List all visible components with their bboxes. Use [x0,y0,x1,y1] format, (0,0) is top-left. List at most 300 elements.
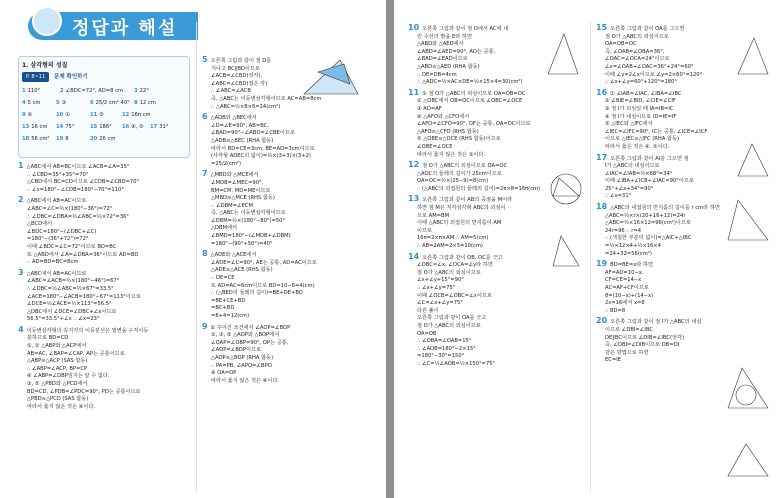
line-text: △DBM에서 [211,225,238,232]
solution-line [596,327,774,335]
line-text: △PBD≡△PCD (SAS 합동) [27,396,89,403]
line-text: 오른쪽 그림과 같이 AB의 중점을 M이라 [422,197,513,204]
quick-answer-item [90,112,104,118]
solution-line [18,269,190,279]
solution-line [408,152,584,160]
line-text: ∴ ∠ABC=∠ACB [211,88,251,95]
line-text: △ADB와 △BEC에서 [210,115,257,122]
solution-line [202,267,380,275]
line-text: ④ △AFO와 △CFO에서 [417,113,470,120]
solution-line [596,317,774,327]
line-text: ∠IAC=∠IAB=½×68°=34° [605,170,673,177]
solution-line [596,251,774,259]
answer-number: 13 [22,124,30,130]
line-text: ∴ ∠ABP=∠ACP, BP=CP [27,365,88,372]
line-text: =180°−(90°+50°)=40° [211,240,273,247]
answer-text: ③ [61,100,67,106]
solution-line [408,346,584,354]
line-text: ∠OBC=∠x, ∠OCA=∠y라 하면 [417,262,493,269]
line-text: (사각형 ADEC의 넓이)=½×(3+3)×(3+2) [211,153,311,160]
figure-q13 [549,172,583,206]
solution-line [408,300,584,308]
line-text: =BE+CE+BD [211,297,246,304]
solution-line [202,161,380,169]
line-text: ∴ AD=BD=BC=8cm [27,259,79,266]
solution-line [202,370,380,378]
question-number: 17 [596,152,608,162]
line-text: ∠C=∠x+∠y=75° [417,300,463,307]
line-text: =24+32=56(cm²) [605,250,652,257]
line-text: OA=OC=½×(25−9)=8(cm) [417,178,489,185]
figure-q17 [724,196,772,244]
line-text: △DBC에서 ∠DCE=∠DBC+∠x이므로 [27,308,117,315]
solution-line [202,363,380,371]
line-text: DE∥BC이므로 ∠DIB=∠IBC(엇각) [605,334,685,341]
answer-text: 8 [65,136,69,142]
question-number: 1 [18,161,24,170]
question-number: 20 [596,316,608,326]
solution-line [408,338,584,346]
line-text: ∠IEC=∠IFC=90°, IC는 공통, ∠ICE=∠ICF [605,128,708,135]
solution-line [18,404,190,412]
line-text: ① ∠IAB=∠IAC, ∠IBA=∠IBC [610,90,682,97]
solution-line [18,373,190,381]
solution-line [202,195,380,203]
answer-number: 11 [90,112,98,118]
line-text: △MBD≡△MCE (RHS 합동) [211,195,275,202]
line-text: △ABC=½×16×12=96(cm²)이므로 [605,220,691,227]
question-number: 2 [18,195,24,205]
answer-number: 16 [122,124,130,130]
answer-number: 19 [56,136,64,142]
line-text: 같은 방법으로 하면 [605,349,649,356]
solution-item [18,269,190,324]
solution-item [202,323,380,386]
question-number: 6 [202,112,208,122]
line-text: ∴ (△ABC의 외접원의 둘레의 길이)=2π×8=16π(cm) [417,185,541,192]
line-text: 므로 AM=BM [417,212,450,219]
solution-line [596,342,774,350]
solution-line [202,332,380,340]
line-text: ∠BAD=90°−∠ABD=∠CBE이므로 [211,130,295,137]
question-number: 4 [18,324,24,334]
answer-number: 6 [90,100,94,106]
question-number: 11 [408,87,420,97]
line-text: △AOP≡△BOP (RHA 합동) [211,354,274,361]
solution-line [202,170,380,180]
line-text: ∴ DE=CE [211,275,235,282]
quick-answer-item [90,124,112,130]
figure-q15 [734,34,772,78]
quick-answer-item [22,112,32,118]
solution-line [202,180,380,188]
quick-answer-item [56,112,70,118]
line-text: ∠BMD=180°−(∠MDB+∠DBM) [211,233,291,240]
line-text: △AOC의 둘레의 길이가 25cm이므로 [417,170,502,177]
solution-line [202,347,380,355]
line-text: ②, ③, ⑤ △AOP와 △BOP에서 [211,332,280,339]
line-text: ∴ ∠DBM=∠ECM [211,202,254,209]
solution-item [18,196,190,266]
quick-answer-item [56,100,66,106]
line-text: ∠ADE=∠C=90°, AE는 공통, AD=AC이므로 [211,259,317,266]
quick-answer-item [134,88,149,94]
quick-answer-item [56,124,74,130]
line-text: ∴ ∠C=½∠AOB=½×150°=75° [417,360,496,367]
line-text: 또 AD=AC=6cm이므로 BD=10−6=4(cm) [211,282,315,289]
solution-line [18,343,190,351]
question-number: 9 [202,321,208,331]
solution-line [18,252,190,260]
line-text: ∠AOP=∠BOP이므로 [211,347,262,354]
answer-text: 26 cm [99,136,116,142]
line-text: 점 O가 △ABC의 외심이므로 [417,322,481,329]
line-text: 이므로 [417,227,433,234]
solution-line [202,378,380,386]
solution-item [596,260,774,315]
figure-q10 [544,30,582,78]
solution-line [202,233,380,241]
answer-number: 4 [22,100,26,106]
solution-line [408,220,584,228]
quick-answer-item [22,88,40,94]
right-page [394,0,780,498]
line-text: 따라서 옳지 않은 것은 ③이다. [417,151,486,158]
quick-answer-item [90,100,130,106]
page-title: 정답과 해설 [72,18,178,39]
line-text: 따라서 옳은 것은 ④, ⑤이다. [605,143,670,150]
answer-text: 22° [139,88,149,94]
line-text: △ADB≡△BEC (RHA 합동) [211,137,274,144]
quick-answer-item [56,136,69,142]
answer-number: 15 [90,124,98,130]
line-text: △ADE≡△ACE (RHS 합동) [211,267,273,274]
line-text: AC=AF+CF이므로 [605,285,649,291]
line-text: ① 점 O가 △ABC의 외심이므로 OA=OB=OC [422,90,526,97]
line-text: ∠ABD=∠AED=90°, AD는 공통, [417,48,496,55]
line-text: 다른 풀이 [417,307,439,314]
quick-answer-item [60,88,123,94]
answer-text: 31° [159,124,169,130]
solution-line [18,206,190,214]
solution-item [596,317,774,365]
line-text: 점 O가 △ABC의 외심이므로 OA=OC [422,163,508,170]
line-text: I가 △ABC의 내심이므로 [605,163,660,170]
line-text: 25°+∠x+34°=90° [605,185,654,192]
solution-line [596,106,774,114]
solution-line [202,323,380,333]
line-text: 점 O가 △ABC의 외심이므로 [417,269,481,276]
answer-text: 56 cm² [31,136,50,142]
solution-item [18,162,190,194]
answer-text: 5 cm [27,100,41,106]
section-title: 1. 삼각형의 성질 [22,62,68,69]
question-number: 3 [18,267,24,277]
solution-line [202,153,380,161]
solution-line [408,79,584,87]
line-text: 이때 ∠IBA+∠ICB+∠IAC=90°이므로 [605,178,694,185]
solution-line [18,221,190,229]
line-text: ∴ ∠x=31° [605,193,632,200]
line-text: ③ AD=AF [417,105,442,112]
line-text: △MBD와 △MCE에서 [210,172,259,179]
answer-number: 1 [22,88,26,94]
solution-line [18,316,190,324]
quick-answer-item [134,100,156,106]
line-text: ∴ ∠AOB=180°−2×15° [417,345,476,352]
line-text: =180°−(36°+72°)=72° [27,236,89,243]
solution-line [18,236,190,244]
line-text: 이때 ∠BDC=∠C=72°이므로 BD=BC [27,243,117,250]
figure-q19 [724,364,772,412]
line-text: ③, ⑤ △PBD와 △PCD에서 [27,381,88,388]
line-text: △ABC에서 AB=BC이므로 ∠ACB=∠A=35° [26,164,130,170]
line-text: 오른쪽 그림과 같이 점 D에서 AC에 내 [422,26,509,32]
solution-line [408,277,584,285]
page-gutter [386,0,394,498]
line-text: 2x=16에서 x=8 [605,300,645,307]
solution-line [202,275,380,283]
line-text: △ABC=½×r×(20+16+12)=24r [605,212,686,219]
answer-number: 17 [150,124,158,130]
column-divider [196,22,197,492]
answer-text: 16 cm [31,124,48,130]
solution-line [18,162,190,172]
line-text: ∠OAC=∠OCA=24°이므로 [605,56,670,63]
solution-line [202,188,380,196]
line-text: ∠BAD=∠EAD이므로 [417,56,468,63]
line-text: ∠ABC=∠C=½×(180°−36°)=72° [27,205,113,212]
answer-text: ⑤ [99,112,104,118]
solution-column-1 [18,162,190,413]
quick-answer-item [22,136,49,142]
solution-line [408,270,584,278]
answer-number: 3 [134,88,138,94]
line-text: ∠DCE=½∠ACE=½×113°=56.5° [27,301,112,308]
line-text: 따라서 BD=CE=3cm, BE=AD=3cm이므로 [211,145,315,152]
line-text: AB=AC, ∠BAP=∠CAP, AP는 공통이므로 [27,350,125,357]
answer-number: 10 [56,112,64,118]
question-number: 12 [408,160,420,170]
question-number: 16 [596,87,608,97]
solution-line [408,353,584,361]
line-text: 8=(10−x)+(14−x) [605,292,654,299]
solution-line [18,358,190,366]
line-text: ∠x=∠OAB+∠OAC=36°+24°=60° [605,63,694,70]
line-text: ∴ ∠OBA=∠OAB=15° [417,338,472,345]
answer-text: 186° [99,124,112,130]
line-text: 16π=2×π×AM ∴ AM=5(cm) [417,235,489,242]
line-text: 지나고 BC∥BD이므로 [211,65,260,72]
quick-answer-item [90,136,115,142]
line-text: =½×12×4+½×16×4 [605,243,661,250]
line-text: ⑤ △IEC와 △IFC에서 [605,121,653,128]
figure-q14 [549,232,583,270]
solution-line [202,225,380,233]
line-text: 즉, △ABC는 이등변삼각형이므로 AC=AB=8cm [211,95,322,102]
solution-line [596,186,774,194]
solution-line [596,300,774,308]
column-divider [590,22,591,492]
answer-text: ① [65,112,70,118]
line-text: 하면 점 M은 직각삼각형 ABC의 외심이 [417,205,506,212]
question-number: 10 [408,23,420,32]
solution-line [408,323,584,331]
solution-line [408,161,584,171]
line-text: ∴ AB=2AM=2×5=10(cm) [417,243,483,250]
solution-line [18,301,190,309]
solution-line [18,278,190,286]
solution-line [18,309,190,317]
line-text: 오른쪽 그림과 같이 OA를 그으면 [610,26,685,32]
solution-line [408,144,584,152]
line-text: 분하므로 BD=CD [27,335,69,342]
line-text: ∴ (색칠한 부분의 넓이)=△AIC+△IBC [605,235,692,242]
answer-text: ④, ⑤ [131,124,144,130]
solution-line [596,121,774,129]
line-text: ∴ △ADC=½×AC×DE=½×15×4=30(cm²) [417,79,523,86]
solution-line [596,24,774,34]
solution-line [18,381,190,389]
line-text: ∴ ∠DBC=½∠ABC=½×67°=33.5° [27,285,114,292]
line-text: OA=OB [417,330,437,337]
line-text: ② ∠BIE=∠BID, ∠CIE=∠CIF [605,98,676,105]
line-text: ∠MDB=∠MEC=90°, [211,179,264,186]
line-text: ④ OA=OP [211,370,237,377]
solution-item [202,250,380,320]
solution-line [202,313,380,321]
line-text: BD=BE=x라 하면 [610,262,653,269]
solution-column-2 [202,56,380,387]
question-number: 5 [202,55,208,64]
solution-line [596,270,774,278]
solution-line [18,229,190,237]
line-text: 즉, ∠OAB=∠OBA=36°, [605,48,665,55]
quick-answer-item [22,100,40,106]
line-text: 이때 △ABC의 외접원의 반지름이 AM [417,220,502,227]
line-text: 따라서 옳지 않은 것은 ④이다. [27,403,96,410]
question-number: 19 [596,259,608,269]
line-text: ∠x+∠y+15°=90° [417,277,464,284]
line-text: 이등변삼각형의 꼭지각의 이등분선은 밑변을 수직이등 [26,327,149,334]
solution-line [596,243,774,251]
answer-text: 25/2 cm² 40° [95,100,130,106]
line-text: 따라서 옳지 않은 것은 ④이다. [211,377,280,384]
line-text: ∠D=∠E=90°, AB=BC, [211,122,269,129]
solution-line [408,205,584,213]
line-text: 24r=96 ∴ r=4 [605,227,642,234]
solution-item [408,253,584,369]
line-text: 56.5°=33.5°+∠x ∴ ∠x=23° [27,316,100,323]
line-text: ④ ∠ABP=∠DBP임지는 알 수 없다. [27,373,110,380]
solution-line [596,79,774,87]
figure-q5 [300,54,362,100]
quick-answer-item [122,112,151,118]
question-number: 7 [202,169,208,179]
line-text: ∠AFO=∠CFO=90°, OF는 공통, OA=OC이므로 [417,121,531,128]
line-text: ∠DBM=½×(180°−80°)=50° [211,217,286,224]
line-text: AF=AD=10−x, [605,269,644,276]
line-text: △ADE와 △ACE에서 [210,252,257,259]
solution-line [408,98,584,106]
line-text: CF=CE=14−x [605,277,642,284]
answer-number: 2 [60,88,64,94]
line-text: 이때 ∠y=2∠x이므로 ∠y=2×60°=120° [605,71,703,78]
solution-item [18,326,190,412]
solution-item [408,89,584,159]
solution-line [202,146,380,154]
line-text: EC=IE [605,357,622,364]
solution-line [202,355,380,363]
line-text: △AFO≡△CFO (RHS 합동) [417,128,479,135]
solution-line [596,277,774,285]
line-text: 오른쪽 그림과 같이 점 D를 [210,58,272,64]
solution-line [202,305,380,313]
section-subtitle: 문제 확인하기 [54,74,88,80]
line-text: △ABP≡△ACP (SAS 합동) [27,358,88,365]
solution-line [18,259,190,267]
quick-answer-item [150,124,168,130]
answer-text: 75° [65,124,75,130]
solution-line [18,286,190,294]
line-text: △CBD에서 BC=CD이므로 ∠CDB=∠CBD=70° [27,179,140,186]
solution-line [18,196,190,206]
line-text: ① 주어진 조건에서 ∠AOP=∠BOP [210,324,291,331]
line-text: ∴ ∠CBD=35°+35°=70° [27,171,89,178]
page-range-tag: P. 8~11 [22,72,49,82]
line-text: BD=CD, ∠PDB=∠PDC=90°, PD는 공통이므로 [27,388,141,395]
question-number: 13 [408,194,420,204]
line-text: 오른쪽 그림과 같이 점 I가 △ABC의 내심 [610,319,702,326]
line-text: ∠ACE=180°−∠ACB=180°−67°=113°이므로 [27,293,141,300]
solution-line [408,361,584,369]
line-text: 이므로 ∠DBI=∠IBC [605,326,654,333]
solution-line [202,241,380,249]
line-text: ∠OBE=∠OCE [417,143,453,150]
line-text: ∴ ∠x+∠y=75° [417,285,456,291]
answer-number: 9 [22,112,26,118]
figure-q16 [734,140,772,180]
question-number: 8 [202,249,208,259]
solution-line [202,113,380,123]
solution-line [408,331,584,339]
line-text: =25/2(cm²) [211,160,242,167]
question-number: 14 [408,251,420,261]
line-text: ∴ ∠x=180°−∠CDB=180°−70°=110° [27,186,124,193]
line-text: 오른쪽 그림과 같이 OA를 긋고 [417,315,487,322]
line-text: ∴ (△BED의 둘레의 길이)=BE+DE+BD [211,290,303,297]
line-text: △ABC에서 AB=AC이므로 [26,270,87,277]
line-text: △BCD에서 [27,221,53,228]
line-text: ∠BDC=180°−(∠DBC+∠C) [27,228,97,235]
line-text: ∴ BD=8 [605,307,626,314]
line-text: ∴ △ABC=½×8×6=24(cm²) [211,103,281,110]
solution-line [202,138,380,146]
solution-item [202,113,380,168]
line-text: ⑤ △OBE≡△OCE (RHS 합동)이므로 [417,136,501,143]
quick-answer-item [22,124,47,130]
solution-line [596,350,774,358]
figure-q20 [724,440,772,480]
solution-line [18,187,190,195]
line-text: BM=CM, MD=ME이므로 [211,187,271,194]
solution-line [408,114,584,122]
solution-line [408,106,584,114]
line-text: ∠OAP=∠OBP=90°, OP는 공통, [211,339,289,346]
line-text: ∴ DE=DB=4cm [417,71,457,78]
solution-line [596,285,774,293]
line-text: ∴ ∠DBC=∠DBA=½∠ABC=½×72°=36° [27,213,129,220]
